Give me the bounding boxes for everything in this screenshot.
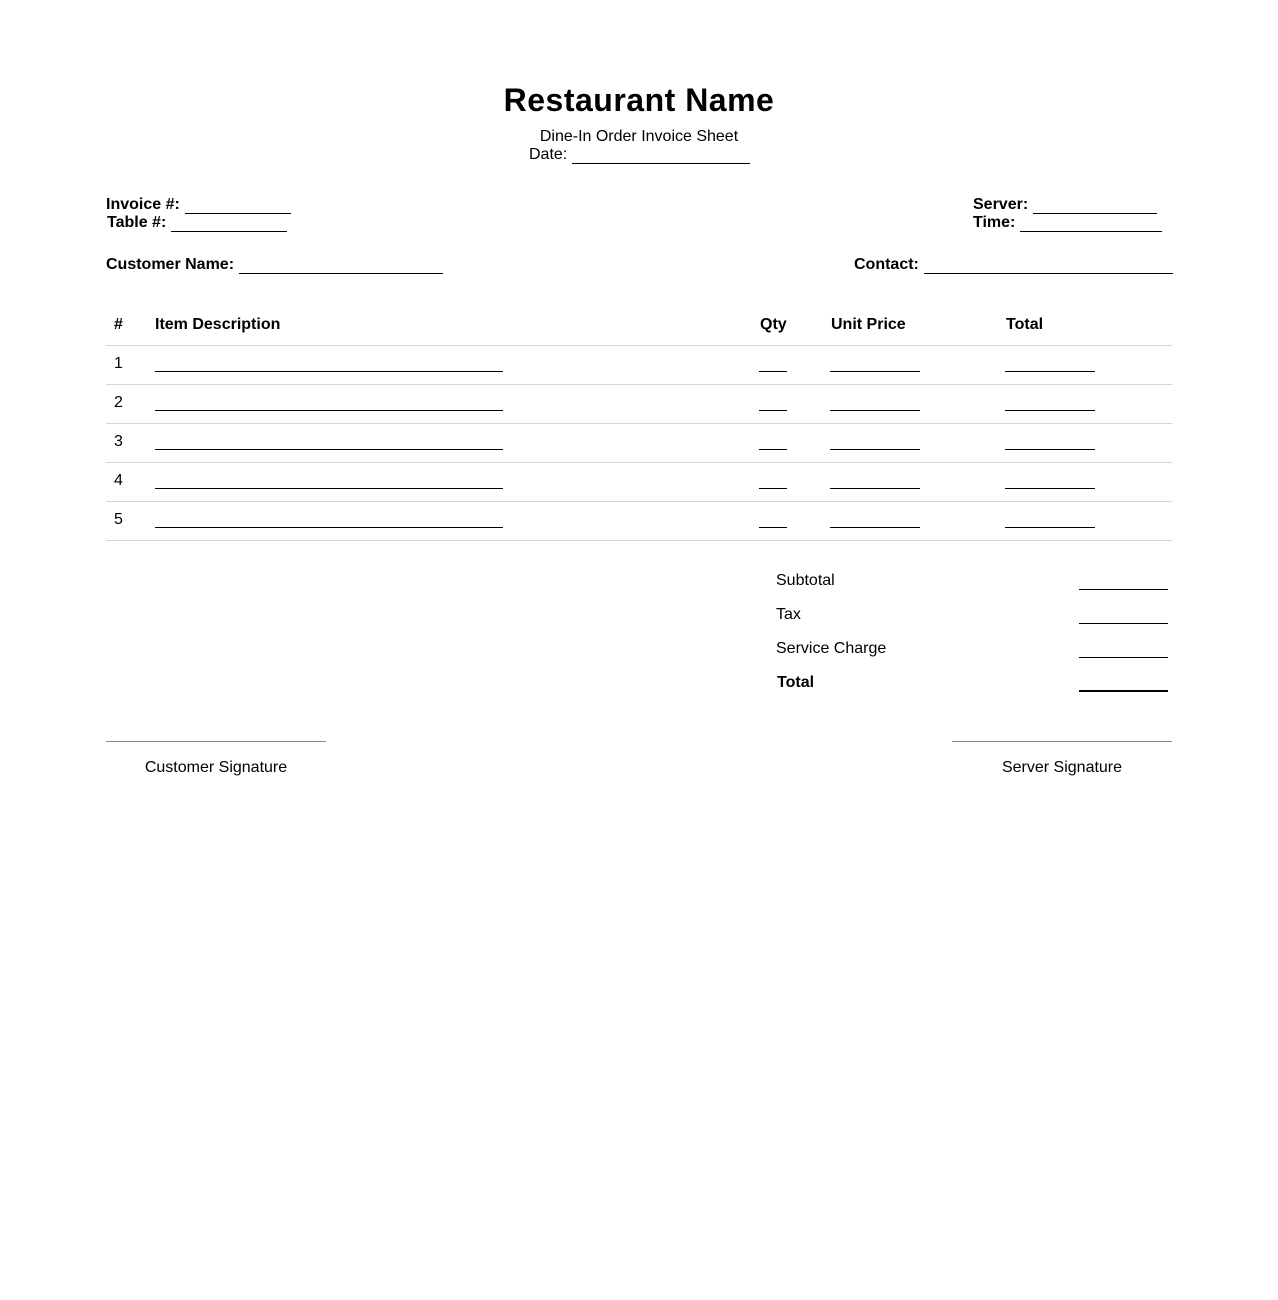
- customer-name-field: [106, 256, 443, 274]
- contact-label: Contact:: [854, 256, 919, 273]
- row-number: 2: [114, 394, 123, 411]
- table-number-label: Table #:: [107, 214, 167, 231]
- customer-signature-label: Customer Signature: [144, 759, 288, 776]
- unit-price-blank[interactable]: [830, 449, 920, 450]
- service-charge-label: Service Charge: [776, 640, 887, 657]
- contact-blank[interactable]: [924, 257, 1173, 274]
- col-header-number: #: [114, 316, 123, 333]
- service-charge-blank[interactable]: [1079, 657, 1168, 658]
- tax-label: Tax: [776, 606, 801, 623]
- restaurant-name-title: Restaurant Name: [503, 82, 775, 118]
- server-blank[interactable]: [1033, 197, 1157, 214]
- qty-blank[interactable]: [759, 488, 787, 489]
- invoice-number-blank[interactable]: [185, 197, 291, 214]
- grand-total-label: Total: [777, 674, 815, 691]
- line-total-blank[interactable]: [1005, 527, 1095, 528]
- line-total-blank[interactable]: [1005, 371, 1095, 372]
- time-label: Time:: [973, 214, 1016, 231]
- row-number: 5: [114, 511, 123, 528]
- server-field: [973, 196, 1157, 214]
- invoice-number-label: Invoice #:: [106, 196, 180, 213]
- qty-blank[interactable]: [759, 527, 787, 528]
- qty-blank[interactable]: [759, 410, 787, 411]
- row-divider: [106, 384, 1172, 385]
- row-divider: [106, 501, 1172, 502]
- line-total-blank[interactable]: [1005, 410, 1095, 411]
- col-header-unit-price: Unit Price: [831, 316, 906, 333]
- line-total-blank[interactable]: [1005, 449, 1095, 450]
- item-description-blank[interactable]: [155, 410, 503, 411]
- row-divider: [106, 540, 1172, 541]
- qty-blank[interactable]: [759, 371, 787, 372]
- col-header-qty: Qty: [760, 316, 787, 333]
- unit-price-blank[interactable]: [830, 527, 920, 528]
- col-header-total: Total: [1006, 316, 1044, 333]
- table-number-field: [107, 214, 287, 232]
- row-number: 4: [114, 472, 123, 489]
- item-description-blank[interactable]: [155, 488, 503, 489]
- row-number: 3: [114, 433, 123, 450]
- table-number-blank[interactable]: [171, 215, 287, 232]
- qty-blank[interactable]: [759, 449, 787, 450]
- table-header-divider: [106, 345, 1172, 346]
- unit-price-blank[interactable]: [830, 488, 920, 489]
- customer-name-label: Customer Name:: [106, 256, 235, 273]
- item-description-blank[interactable]: [155, 371, 503, 372]
- item-description-blank[interactable]: [155, 527, 503, 528]
- date-blank-line[interactable]: [572, 147, 750, 164]
- subtotal-blank[interactable]: [1079, 589, 1168, 590]
- time-field: [973, 214, 1162, 232]
- row-divider: [106, 423, 1172, 424]
- customer-name-blank[interactable]: [239, 257, 443, 274]
- subtotal-label: Subtotal: [776, 572, 835, 589]
- server-signature-label: Server Signature: [1001, 759, 1123, 776]
- tax-blank[interactable]: [1079, 623, 1168, 624]
- invoice-number-field: [106, 196, 291, 214]
- unit-price-blank[interactable]: [830, 371, 920, 372]
- contact-field: [854, 256, 1173, 274]
- time-blank[interactable]: [1020, 215, 1162, 232]
- grand-total-blank[interactable]: [1079, 690, 1168, 692]
- item-description-blank[interactable]: [155, 449, 503, 450]
- unit-price-blank[interactable]: [830, 410, 920, 411]
- server-signature-line[interactable]: [952, 741, 1172, 742]
- row-divider: [106, 462, 1172, 463]
- date-field: [529, 146, 750, 164]
- row-number: 1: [114, 355, 123, 372]
- invoice-subtitle: Dine-In Order Invoice Sheet: [539, 128, 739, 145]
- line-total-blank[interactable]: [1005, 488, 1095, 489]
- date-label: Date:: [529, 146, 568, 163]
- col-header-item-description: Item Description: [155, 316, 281, 333]
- customer-signature-line[interactable]: [106, 741, 326, 742]
- server-label: Server:: [973, 196, 1029, 213]
